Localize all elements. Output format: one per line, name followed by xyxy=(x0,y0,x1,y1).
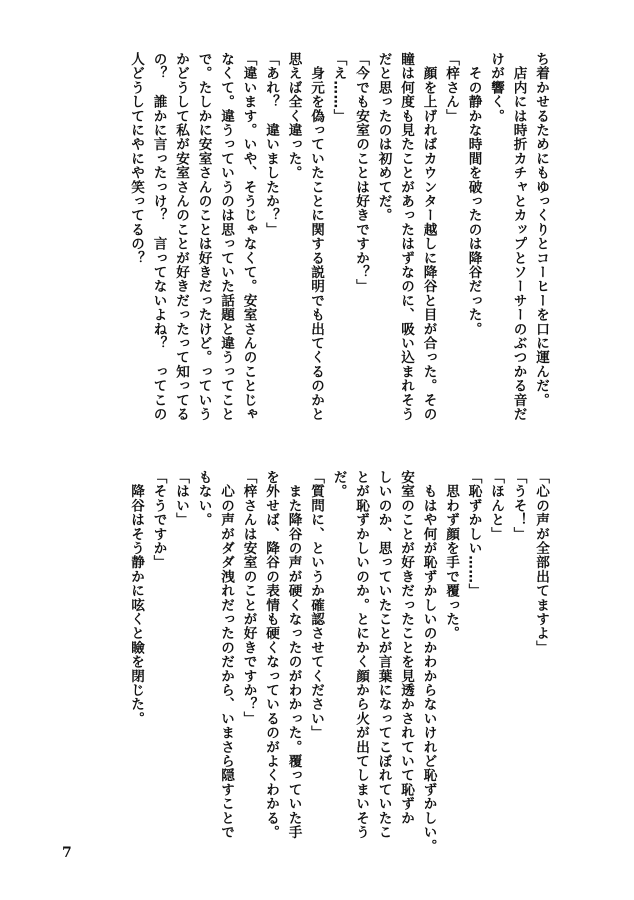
text-column: とが恥ずかしいのか。とにかく顔から火が出てしまいそう xyxy=(353,470,369,840)
text-column: けが響く。 xyxy=(488,52,504,123)
upper-text-block xyxy=(125,52,553,452)
text-column: 「梓さん」 xyxy=(443,52,459,123)
text-column: の？ 誰かに言ったっけ？ 言ってないよね？ ってこの xyxy=(150,52,167,422)
text-column: 店内には時折カチャとカップとソーサーのぶつかる音だ xyxy=(510,52,527,422)
lower-text-block xyxy=(125,470,553,870)
text-column: 「そうですか」 xyxy=(150,470,167,570)
text-column: しいのか、思っていたことが言葉になってこぼれていたこ xyxy=(375,470,392,840)
text-column: 顔を上げればカウンター越しに降谷と目が合った。その xyxy=(420,52,437,422)
text-column: その静かな時間を破ったのは降谷だった。 xyxy=(465,52,482,336)
text-column: 「はい」 xyxy=(173,470,189,527)
text-column: 「違います。いや、そうじゃなくて。安室さんのことじゃ xyxy=(240,52,257,422)
text-column: 「恥ずかしい……」 xyxy=(465,470,482,598)
text-column: 心の声がダダ洩れだったのだから、いまさら隠すことで xyxy=(218,470,234,840)
text-column: 「あれ？ 違いましたか？」 xyxy=(263,52,279,237)
text-column: もない。 xyxy=(195,470,212,527)
text-column: で。たしかに安室さんのことは好きだったけど。っていう xyxy=(195,52,212,422)
text-column: 「心の声が全部出てますよ」 xyxy=(533,470,549,655)
text-column: 人どうしてにやにや笑ってるの？ xyxy=(128,52,144,265)
text-column: 思えば全く違った。 xyxy=(285,52,302,180)
page-number: 7 xyxy=(62,845,72,861)
text-column: を外せば、降谷の表情も硬くなっているのがよくわかる。 xyxy=(263,470,279,840)
text-column: ち着かせるためにもゆっくりとコーヒーを口に運んだ。 xyxy=(533,52,549,407)
text-column: 「梓さんは安室のことが好きですか？」 xyxy=(240,470,257,726)
text-column: もはや何が恥ずかしいのかわからないけれど恥ずかしい。 xyxy=(420,470,437,854)
text-column: また降谷の声が硬くなったのがわかった。覆っていた手 xyxy=(285,470,302,840)
text-column: 「質問に、というか確認させてください」 xyxy=(308,470,324,740)
text-column: 「え……」 xyxy=(330,52,347,123)
text-column: だと思ったのは初めてだ。 xyxy=(375,52,392,223)
text-column: 安室のことが好きだったことを見透かされていて恥ずか xyxy=(398,470,414,825)
text-column: なくて。違うっていうのは思っていた話題と違うってこと xyxy=(218,52,234,422)
text-column: だ。 xyxy=(330,470,347,499)
text-column: 「うそ！」 xyxy=(510,470,527,541)
text-column: かどうして私が安室さんのことが好きだったって知ってる xyxy=(173,52,189,422)
text-column: 瞳は何度も見たことがあったはずなのに、吸い込まれそう xyxy=(398,52,414,422)
text-column: 「今でも安室のことは好きですか？」 xyxy=(353,52,369,294)
text-column: 「ほんと」 xyxy=(488,470,504,541)
text-column: 降谷はそう静かに呟くと瞼を閉じた。 xyxy=(128,470,144,726)
text-column: 身元を偽っていたことに関する説明でも出てくるのかと xyxy=(308,52,324,422)
text-column: 思わず顔を手で覆った。 xyxy=(443,470,459,641)
